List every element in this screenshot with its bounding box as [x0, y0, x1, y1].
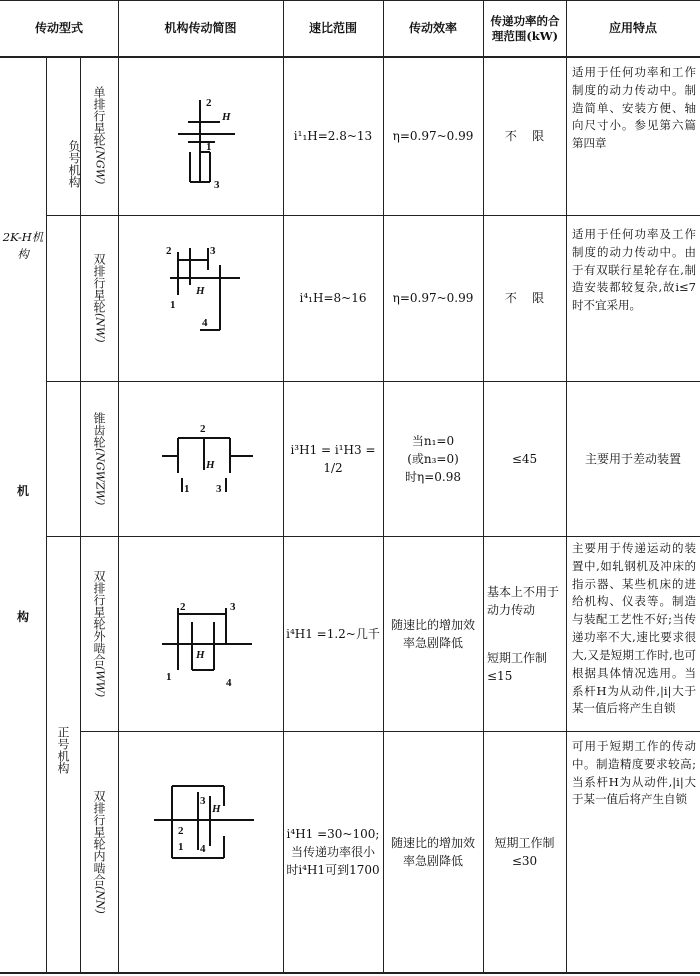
row1-type: [80, 56, 118, 215]
row5-power-line1: 短期工作制: [494, 835, 555, 850]
row3-power: ≤45: [511, 451, 538, 466]
row3-efficiency-line2: (或n₃=0): [407, 451, 459, 466]
row3-efficiency-line3: 时η=0.98: [405, 469, 461, 484]
row2-application: 适用于任何功率及工作制度的动力传动中。由于有双联行星轮存在,制造安装都较复杂,故i≤7时不宜采用。: [572, 227, 696, 313]
row5-efficiency: [383, 731, 483, 972]
diagram-nw: [160, 240, 250, 340]
row5-efficiency-line2: 率急剧降低: [402, 853, 463, 868]
row5-ratio-line1: i⁴H1 =30~100;: [286, 826, 380, 841]
row2-type: [80, 215, 118, 381]
row3-code: (NGWZW): [93, 447, 107, 506]
header-power: 传递功率的合理范围(kW): [490, 14, 560, 43]
group-char-ji: 机: [16, 484, 29, 498]
negative-mechanism-label: 负号机构: [67, 140, 81, 188]
row4-efficiency: [383, 536, 483, 731]
group-mechanism-label: 2K-H机构: [2, 229, 44, 261]
diag3-label-1: 1: [184, 483, 190, 495]
row4-efficiency-line2: 率急剧降低: [402, 635, 463, 650]
row5-ratio: [283, 731, 383, 972]
row2-ratio: i⁴₁H=8~16: [299, 291, 367, 305]
row5-power: [483, 731, 566, 972]
row4-application: 主要用于传递运动的装置中,如轧钢机及冲床的指示器、某些机床的进给机构、仪表等。制造与装配工艺性不好;当传递功率不大,速比要求很大,又是短期工作时,也可根据具体情况选用。当系杆H为从动件,|i|大于某一值后将产生自锁: [572, 541, 696, 716]
row5-efficiency-line1: 随速比的增加效: [390, 835, 475, 850]
diag3-label-3: 3: [216, 483, 222, 495]
row1-name: 单排行星轮: [92, 86, 106, 147]
row4-power: [483, 536, 566, 731]
diag5-label-2: 2: [178, 825, 184, 837]
row1-ratio: i¹₁H=2.8~13: [293, 128, 373, 143]
diag2-label-4: 4: [202, 317, 208, 329]
row3-efficiency: [383, 381, 483, 536]
diag2-label-h: H: [196, 285, 205, 297]
diag4-label-2: 2: [180, 601, 186, 613]
row4-power-line4: ≤15: [487, 668, 513, 683]
header-type: 传动型式: [34, 21, 83, 35]
diag3-label-h: H: [206, 459, 215, 471]
row3-name: 锥齿轮: [92, 411, 106, 448]
diag1-label-3: 3: [214, 179, 220, 191]
diag1-label-h: H: [222, 111, 231, 123]
row3-application: 主要用于差动装置: [584, 451, 681, 466]
diagram-ww: [152, 600, 252, 690]
diag2-label-3: 3: [210, 245, 216, 257]
row2-power: 不 限: [504, 291, 545, 305]
row5-application: 可用于短期工作的传动中。制造精度要求较高;当系杆H为从动件,|i|大于某一值后将产生自锁: [572, 739, 696, 807]
diag5-label-1: 1: [178, 841, 184, 853]
row4-power-line3: 短期工作制: [487, 650, 548, 665]
diag2-label-1: 1: [170, 299, 176, 311]
diag4-label-3: 3: [230, 601, 236, 613]
header-application: 应用特点: [608, 21, 657, 35]
row5-ratio-line2: 当传递功率很小: [290, 844, 375, 859]
row5-code: (NN): [93, 885, 107, 914]
row4-power-line1: 基本上不用于: [487, 584, 560, 599]
diag1-label-2: 2: [206, 97, 212, 109]
diag4-label-1: 1: [166, 671, 172, 683]
positive-mechanism-label: 正号机构: [56, 726, 70, 774]
row1-code: (NGW): [93, 146, 107, 185]
diag5-label-h: H: [212, 803, 221, 815]
row3-efficiency-line1: 当n₁=0: [411, 433, 455, 448]
diagram-nn: [154, 772, 254, 862]
row4-type: [80, 536, 118, 731]
table-bottom-border: [0, 972, 700, 974]
row5-type: [80, 731, 118, 972]
group-char-gou: 构: [16, 610, 29, 624]
diagram-ngw: [160, 92, 250, 192]
row3-ratio: i³H1 = i¹H3 = 1/2: [290, 442, 376, 475]
diag3-label-2: 2: [200, 423, 206, 435]
row5-power-line2: ≤30: [511, 853, 538, 868]
row5-ratio-line3: 时i⁴H1可到1700: [286, 862, 380, 877]
header-ratio: 速比范围: [308, 21, 357, 35]
diag5-label-3: 3: [200, 795, 206, 807]
diag5-label-4: 4: [200, 843, 206, 855]
diag4-label-h: H: [196, 649, 205, 661]
row1-power: 不 限: [504, 128, 545, 143]
row2-code: (NW): [93, 313, 107, 343]
header-diagram: 机构传动简图: [164, 21, 237, 35]
row3-type: [80, 381, 118, 536]
diag2-label-2: 2: [166, 245, 172, 257]
diag4-label-4: 4: [226, 677, 232, 689]
row2-efficiency: η=0.97~0.99: [392, 291, 474, 305]
row4-efficiency-line1: 随速比的增加效: [390, 617, 475, 632]
row4-code: (WW): [93, 665, 107, 698]
header-efficiency: 传动效率: [408, 21, 457, 35]
row1-efficiency: η=0.97~0.99: [392, 128, 474, 143]
row2-name: 双排行星轮: [92, 253, 106, 314]
row4-power-line2: 动力传动: [487, 602, 536, 617]
diag1-label-1: 1: [206, 141, 212, 153]
row1-application: 适用于任何功率和工作制度的动力传动中。制造简单、安装方便、轴向尺寸小。参见第六篇第四章: [572, 65, 696, 151]
row5-name: 双排行星轮内啮合: [92, 789, 106, 886]
row4-name: 双排行星轮外啮合: [92, 569, 106, 666]
col-divider-c: [118, 0, 119, 972]
diagram-ngwzw: [158, 418, 258, 498]
row4-ratio: i⁴H1 =1.2~几千: [286, 626, 380, 641]
